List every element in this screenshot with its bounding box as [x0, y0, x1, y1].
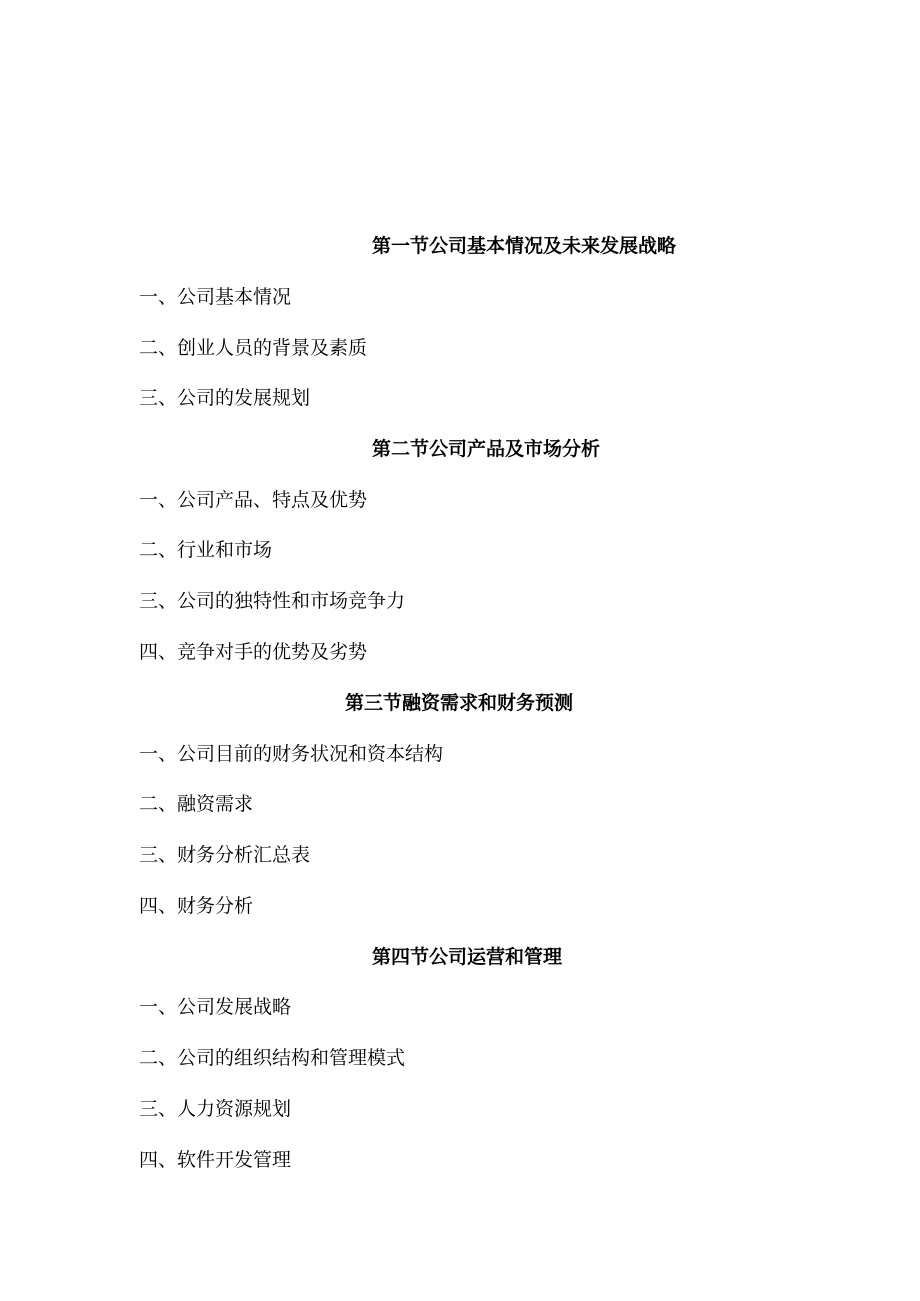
toc-item: 一、公司发展战略 — [139, 996, 292, 1018]
toc-item: 二、融资需求 — [139, 793, 254, 815]
toc-item: 四、软件开发管理 — [139, 1149, 292, 1171]
section-title-3: 第三节融资需求和财务预测 — [345, 692, 574, 714]
section-title-2: 第二节公司产品及市场分析 — [372, 438, 601, 460]
toc-item: 二、创业人员的背景及素质 — [139, 337, 368, 359]
toc-item: 二、行业和市场 — [139, 539, 273, 561]
section-title-1: 第一节公司基本情况及未来发展战略 — [372, 235, 677, 257]
toc-item: 一、公司产品、特点及优势 — [139, 489, 368, 511]
toc-item: 三、公司的独特性和市场竞争力 — [139, 590, 406, 612]
toc-item: 三、财务分析汇总表 — [139, 844, 311, 866]
toc-item: 一、公司目前的财务状况和资本结构 — [139, 743, 444, 765]
toc-item: 一、公司基本情况 — [139, 286, 292, 308]
section-title-4: 第四节公司运营和管理 — [372, 946, 563, 968]
toc-item: 三、人力资源规划 — [139, 1098, 292, 1120]
toc-item: 四、竞争对手的优势及劣势 — [139, 641, 368, 663]
toc-item: 四、财务分析 — [139, 895, 254, 917]
toc-item: 三、公司的发展规划 — [139, 387, 311, 409]
toc-item: 二、公司的组织结构和管理模式 — [139, 1047, 406, 1069]
